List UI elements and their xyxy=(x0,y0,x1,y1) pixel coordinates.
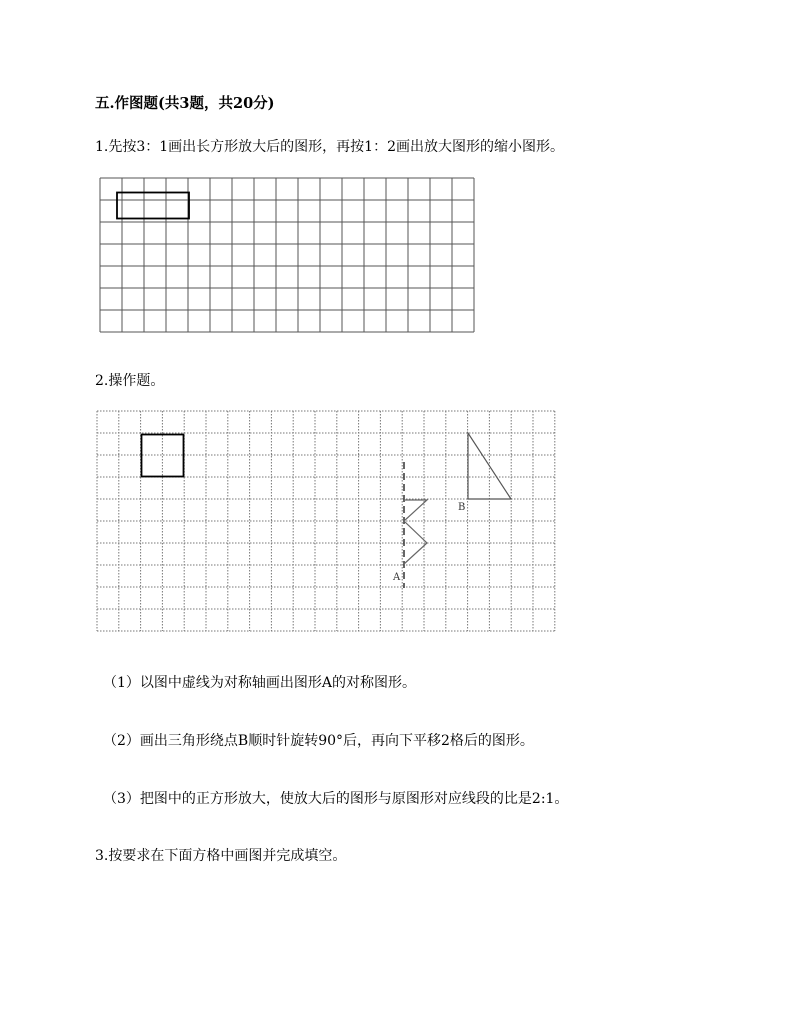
point-b-label: B xyxy=(458,502,466,513)
section-title: 五.作图题(共3题，共20分) xyxy=(95,95,275,112)
question-3-text: 3.按要求在下面方格中画图并完成填空。 xyxy=(95,848,347,864)
square-figure xyxy=(142,435,184,477)
question-2-sub-2: （2）画出三角形绕点B顺时针旋转90°后，再向下平移2格后的图形。 xyxy=(103,733,534,749)
question-2-sub-3: （3）把图中的正方形放大，使放大后的图形与原图形对应线段的比是2:1。 xyxy=(103,791,569,807)
question-2-text: 2.操作题。 xyxy=(95,373,165,389)
question-1-text: 1.先按3：1画出长方形放大后的图形，再按1：2画出放大图形的缩小图形。 xyxy=(95,139,564,155)
point-a-label: A xyxy=(393,572,401,583)
question-2-sub-1: （1）以图中虚线为对称轴画出图形A的对称图形。 xyxy=(103,675,417,691)
question-2-grid-lines xyxy=(97,411,555,631)
